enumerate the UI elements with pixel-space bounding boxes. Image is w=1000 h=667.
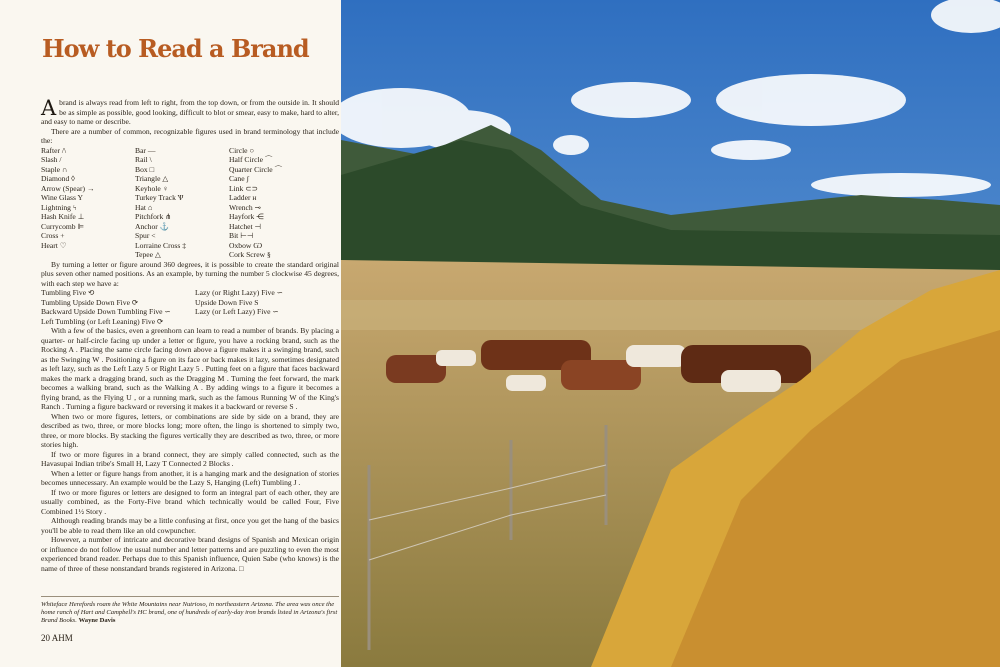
- brand-term: [229, 212, 339, 222]
- brand-term: [135, 203, 229, 213]
- brand-term-glyph: ○: [249, 145, 255, 155]
- article-paragraph: When two or more figures, letters, or combinations are side by side on a brand, they are described as two, three, or more blocks long; more often, the lingo is shortened to simply two, three, or more blocks. By stacking the figures vertically they are described as two, three, or more stories high.: [41, 411, 339, 449]
- hereford-landscape-photo: [341, 0, 1000, 667]
- brand-term: [41, 212, 135, 222]
- brand-term-name: Cross: [41, 231, 59, 240]
- terms-intro: There are a number of common, recognizable figures used in brand terminology that include the:: [41, 126, 339, 145]
- brand-term-glyph: ⋲: [256, 212, 264, 221]
- brand-term-name: Hatchet: [229, 221, 253, 231]
- rotation-list: [41, 288, 339, 326]
- brand-term-glyph: □: [149, 164, 155, 174]
- brand-term: [229, 146, 339, 156]
- article-paragraph: If two or more figures in a brand connect, they are simply called connected, such as the Havasupai Indian tribe's Small H, Lazy T Connected 2 Blocks .: [41, 449, 339, 468]
- brand-term-name: Hayfork: [229, 212, 255, 221]
- brand-term-glyph: Ѱ: [177, 193, 184, 202]
- article-title: How to Read a Brand: [42, 34, 309, 63]
- brand-term-glyph: ⊂⊃: [245, 183, 258, 193]
- brand-term-glyph: ⊸: [254, 202, 262, 212]
- article-paragraph: However, a number of intricate and decorative brand designs of Spanish and Mexican origin or influence do not follow the usual number and letter patterns and are puzzling to even the most experienced brand reader. Perhaps due to this Spanish influence, Quien Sabe (who knows) is the name of three of these nonstandard brands registered in Arizona. □: [41, 535, 339, 573]
- brand-term-name: Hat: [135, 202, 146, 212]
- brand-term: [135, 146, 229, 156]
- brand-term-glyph: <: [151, 231, 156, 240]
- article-page: [0, 0, 341, 667]
- brand-term-name: Keyhole: [135, 183, 161, 193]
- brand-term: [229, 203, 339, 213]
- article-paragraph: When a letter or figure hangs from another, it is a hanging mark and the designation of stories becomes unnecessary. An example would be the Lazy S, Hanging (Left) Tumbling J .: [41, 468, 339, 487]
- rotation-item: Left Tumbling (or Left Leaning) Five ⟳: [41, 316, 164, 326]
- brand-term: [229, 184, 339, 194]
- brand-term-glyph: ∩: [61, 164, 68, 174]
- brand-term-name: Half Circle: [229, 155, 263, 164]
- brand-term-glyph: ⌒: [274, 164, 283, 174]
- brand-term-glyph: ⊣: [254, 221, 262, 231]
- brand-term: [135, 174, 229, 184]
- landscape-illustration: [341, 0, 1000, 667]
- brand-term-glyph: ⊥: [77, 212, 85, 221]
- brand-term-glyph: +: [60, 231, 65, 240]
- brand-term-name: Pitchfork: [135, 212, 164, 221]
- brand-term-name: Cane: [229, 174, 245, 183]
- brand-term: [135, 231, 229, 241]
- brand-term-name: Ladder: [229, 193, 251, 202]
- brand-term: [229, 222, 339, 232]
- brand-term-glyph: ϟ: [72, 202, 77, 212]
- page-folio: 20 AHM: [41, 633, 73, 643]
- brand-term: [135, 241, 229, 251]
- brand-term: [229, 231, 339, 241]
- brand-term-glyph: §: [266, 250, 271, 259]
- brand-term-glyph: ⚓: [159, 221, 170, 231]
- brand-term-name: Rail: [135, 155, 148, 164]
- brand-term: [41, 155, 135, 165]
- rotation-paragraph: By turning a letter or figure around 360 degrees, it is possible to create the standard original plus seven other named positions. As an example, by turning the number 5 clockwise 45 degrees, with each step we have a:: [41, 259, 339, 288]
- brand-term-name: Hash Knife: [41, 212, 76, 221]
- brand-term-name: Lorraine Cross: [135, 240, 181, 250]
- brand-term-name: Turkey Track: [135, 193, 176, 202]
- brand-term: [41, 174, 135, 184]
- brand-term-name: Heart: [41, 240, 58, 250]
- rotation-item: Lazy (or Left Lazy) Five ∽: [195, 307, 279, 316]
- brand-term-glyph: →: [86, 183, 95, 193]
- brand-term-name: Wine Glass: [41, 193, 76, 202]
- brand-term-glyph: Y: [77, 193, 84, 202]
- brand-term: [41, 193, 135, 203]
- intro-text: brand is always read from left to right, from the top down, or from the outside in. It should be as simple as possible, good looking, difficult to blot or smear, easy to make, hard to alter, and easy to name or describe.: [41, 98, 339, 126]
- rotation-item: [195, 317, 339, 327]
- brand-term-name: Lightning: [41, 202, 71, 212]
- brand-term-name: Wrench: [229, 202, 253, 212]
- brand-term-name: Triangle: [135, 174, 161, 183]
- brand-term: [41, 222, 135, 232]
- brand-term: [229, 174, 339, 184]
- brand-term-glyph: ♀: [162, 183, 169, 193]
- brand-term: [41, 250, 135, 260]
- rotation-item: Backward Upside Down Tumbling Five ∽: [41, 307, 171, 316]
- brand-term: [229, 155, 339, 165]
- caption-text: Whiteface Herefords roam the White Mountains near Nutrioso, in northeastern Arizona. The area was once the home ranch of Hart and Campbell's HC brand, one of hundreds of early-day iron brands listed in Arizona's first Brand Books.: [41, 601, 338, 624]
- brand-term-glyph: ⊫: [77, 221, 85, 231]
- article-paragraph: With a few of the basics, even a greenhorn can learn to read a number of brands. By placing a quarter- or half-circle facing up under a letter or figure, you have a rocking brand, such as the Rocking A . Placing the same circle facing down above a figure makes it a swinging brand, such as the Swinging W . Positioning a figure on its face or back makes it lazy, sometimes designated as left lazy, such as the Left Lazy 5 or Right Lazy 5 . Putting feet on a figure that faces backward makes the mark a dragging brand, such as the Dragging M . Turning the feet forward, the mark becomes a walking brand, such as the Walking A . By adding wings to a figure it becomes a flying brand, as the Flying U , or a running mark, such as the famous Running W of the King's Ranch . Turning a figure backward or reversing it makes it a backward or reverse S .: [41, 326, 339, 411]
- brand-term-name: Anchor: [135, 221, 158, 231]
- brand-term-name: Staple: [41, 164, 60, 174]
- brand-term-name: Diamond: [41, 174, 70, 183]
- drop-cap: A: [41, 96, 57, 120]
- brand-term: [41, 165, 135, 175]
- brand-term-name: Slash: [41, 155, 58, 164]
- brand-term-name: Quarter Circle: [229, 164, 273, 174]
- brand-term: [41, 203, 135, 213]
- brand-term: [135, 193, 229, 203]
- brand-term: [229, 193, 339, 203]
- brand-term: [229, 250, 339, 260]
- brand-term-glyph: ⌂: [147, 202, 153, 212]
- brand-term-name: Circle: [229, 145, 248, 155]
- brand-term-name: Currycomb: [41, 221, 76, 231]
- article-paragraph: Although reading brands may be a little confusing at first, once you get the hang of the basics you'll be able to read them like an old cowpuncher.: [41, 516, 339, 535]
- rotation-item: Lazy (or Right Lazy) Five ∽: [195, 288, 283, 297]
- brand-term: [135, 222, 229, 232]
- brand-term-name: Bar: [135, 145, 146, 155]
- article-paragraphs: [41, 326, 339, 573]
- brand-terms-list: [41, 146, 339, 260]
- brand-term-glyph: ‡: [182, 240, 187, 250]
- brand-term: [41, 231, 135, 241]
- brand-term: [229, 241, 339, 251]
- brand-term: [135, 165, 229, 175]
- brand-term: [135, 250, 229, 260]
- brand-term-glyph: ♡: [59, 240, 67, 250]
- brand-term-glyph: ⋔: [165, 212, 172, 221]
- brand-term: [135, 212, 229, 222]
- article-paragraph: If two or more figures or letters are designed to form an integral part of each other, they are usually combined, as the Forty-Five brand which technically would be called Four, Five Combined 1½ Story .: [41, 487, 339, 516]
- rotation-item: Tumbling Upside Down Five ⟳: [41, 297, 139, 307]
- brand-term-glyph: ʜ: [252, 193, 257, 202]
- brand-term-name: Rafter: [41, 145, 60, 155]
- photo-caption: [41, 601, 339, 625]
- brand-term-glyph: /\: [61, 145, 67, 155]
- intro-paragraph: [41, 98, 339, 127]
- brand-term-glyph: —: [147, 145, 156, 155]
- brand-term-glyph: \: [149, 155, 152, 164]
- rotation-item: Upside Down Five S: [195, 297, 259, 307]
- brand-term-glyph: Ѡ: [253, 240, 263, 250]
- brand-term-name: Bit: [229, 231, 239, 240]
- brand-term: [135, 184, 229, 194]
- article-body: [41, 98, 339, 573]
- caption-divider: [41, 596, 339, 597]
- brand-term-glyph: ʃ: [246, 174, 250, 183]
- brand-term-name: Tepee: [135, 250, 154, 259]
- brand-term-name: Link: [229, 183, 244, 193]
- brand-term-name: Oxbow: [229, 240, 252, 250]
- brand-term-name: Cork Screw: [229, 250, 266, 259]
- brand-term-glyph: △: [154, 250, 161, 259]
- brand-term-name: Box: [135, 164, 148, 174]
- brand-term: [41, 241, 135, 251]
- brand-term-name: Spur: [135, 231, 150, 240]
- brand-term: [41, 184, 135, 194]
- brand-term-glyph: ⊢⊣: [240, 231, 254, 240]
- brand-term: [135, 155, 229, 165]
- rotation-item: Tumbling Five ⟲: [41, 288, 95, 297]
- brand-term: [229, 165, 339, 175]
- brand-term-glyph: ⌒: [264, 155, 273, 164]
- brand-term: [41, 146, 135, 156]
- brand-term-name: Arrow (Spear): [41, 183, 86, 193]
- photo-credit: Wayne Davis: [78, 617, 116, 624]
- brand-term-glyph: /: [59, 155, 62, 164]
- brand-term-glyph: △: [162, 174, 169, 183]
- brand-term-glyph: ◊: [71, 174, 75, 183]
